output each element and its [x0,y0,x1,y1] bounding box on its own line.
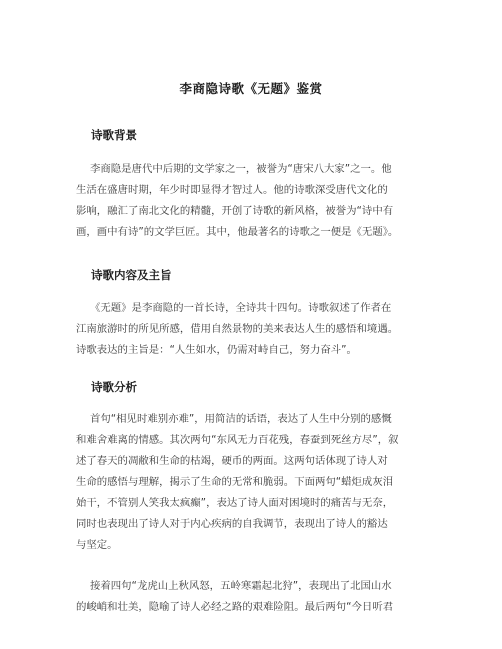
section-heading-background: 诗歌背景 [91,128,137,142]
paragraph-line: 述了春天的凋敝和生命的枯竭，硬币的两面。这两句话体现了诗人对 [76,455,388,467]
paragraph-line: 江南旅游时的所见所感，借用自然景物的美来表达人生的感悟和境遇。 [76,323,399,335]
paragraph-line: 生命的感悟与理解，揭示了生命的无常和脆弱。下面两句“蜡炬成灰泪 [76,476,394,488]
paragraph-line: 始干，不管别人笑我太疯癫”，表达了诗人面对困境时的痛苦与无奈， [76,497,394,509]
paragraph-analysis-1 [76,409,456,556]
paragraph-line: 与坚定。 [76,539,118,551]
paragraph-line: 影响，融汇了南北文化的精髓，开创了诗歌的新风格，被誉为“诗中有 [76,205,394,217]
paragraph-line: 李商隐是唐代中后期的文学家之一，被誉为“唐宋八大家”之一。他 [90,163,392,175]
paragraph-line: 同时也表现出了诗人对于内心疾病的自我调节，表现出了诗人的豁达 [76,518,388,530]
paragraph-line: 《无题》是李商隐的一首长诗，全诗共十四句。诗歌叙述了作者在 [90,302,392,314]
paragraph-content [76,298,456,361]
paragraph-line: 和难舍难离的情感。其次两句“东风无力百花残，春蚕到死丝方尽”，叙 [76,434,399,446]
paragraph-background [76,159,456,243]
document-title: 李商隐诗歌《无题》鉴赏 [179,81,323,96]
section-heading-analysis: 诗歌分析 [91,380,137,394]
section-heading-content: 诗歌内容及主旨 [91,268,172,282]
paragraph-line: 首句“相见时难别亦难”，用简洁的话语，表达了人生中分别的感慨 [90,413,392,425]
paragraph-line: 的峻峭和壮美，隐喻了诗人必经之路的艰难险阻。最后两句“今日听君 [76,601,394,613]
paragraph-line: 接着四句“龙虎山上秋风怒，五岭寒霜起北狩”，表现出了北国山水 [90,580,392,592]
paragraph-line: 生活在盛唐时期，年少时即显得才智过人。他的诗歌深受唐代文化的 [76,184,388,196]
paragraph-line: 画，画中有诗”的文学巨匠。其中，他最著名的诗歌之一便是《无题》。 [76,226,399,238]
paragraph-analysis-2 [76,576,456,618]
paragraph-line: 诗歌表达的主旨是：“人生如水，仍需对峙自己，努力奋斗”。 [76,344,357,356]
